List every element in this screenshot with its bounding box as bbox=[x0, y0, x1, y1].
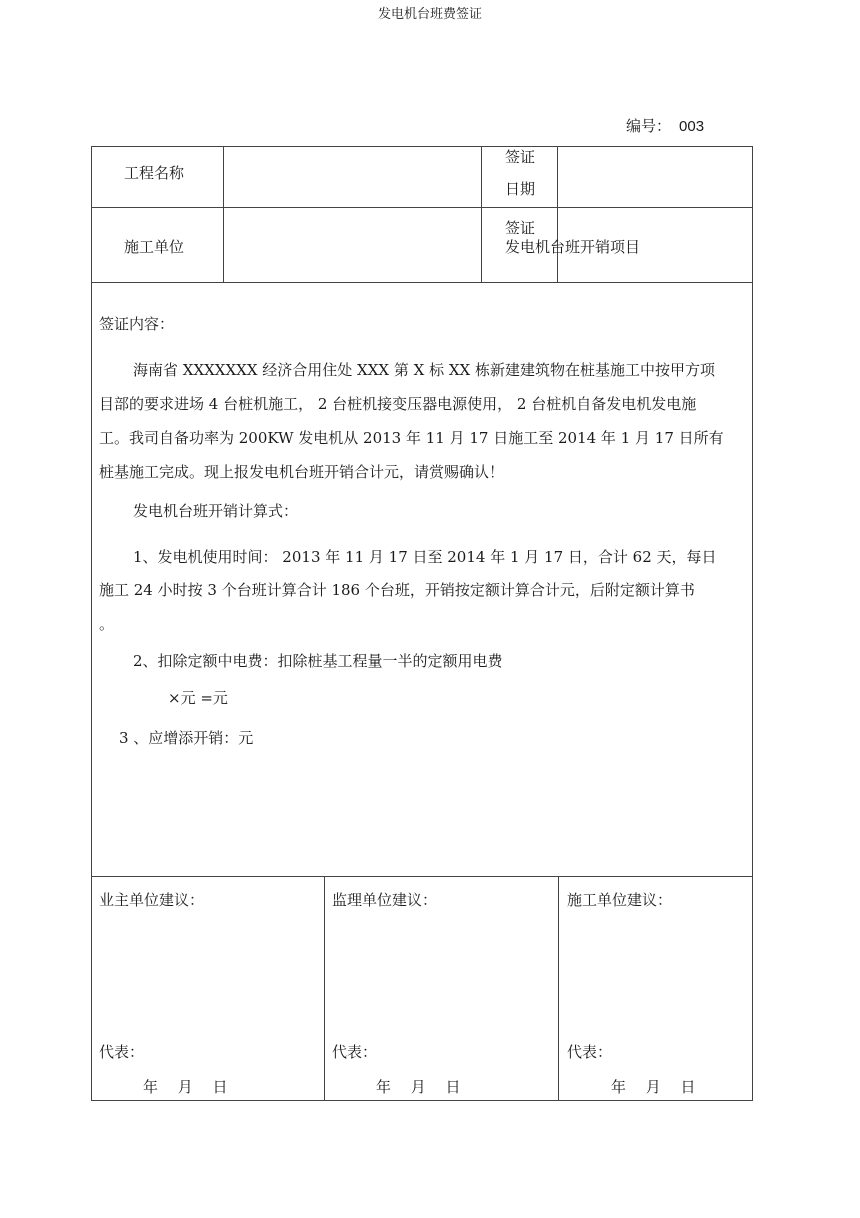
table-border-bottom bbox=[91, 1100, 753, 1101]
construction-unit-label: 施工单位 bbox=[124, 238, 185, 256]
sign-label-1: 签证 bbox=[505, 148, 536, 166]
content-heading: 签证内容： bbox=[99, 315, 175, 333]
document-number-label: 编号： bbox=[626, 117, 672, 135]
owner-opinion-title: 业主单位建议： bbox=[99, 891, 205, 909]
supervisor-rep-label: 代表： bbox=[332, 1043, 378, 1061]
table-col-divider-3 bbox=[557, 146, 558, 282]
document-number bbox=[626, 115, 704, 136]
contractor-rep-label: 代表： bbox=[567, 1043, 613, 1061]
table-border-top bbox=[91, 146, 753, 147]
table-col-divider-1 bbox=[223, 146, 224, 282]
owner-rep-label: 代表： bbox=[99, 1043, 145, 1061]
calc-heading: 发电机台班开销计算式： bbox=[133, 502, 299, 520]
paragraph-1-line-3: 工。我司自备功率为 200KW 发电机从 2013 年 11 月 17 日施工至 2014 年 1 月 17 日所有 bbox=[99, 429, 724, 447]
contractor-opinion-title: 施工单位建议： bbox=[567, 891, 673, 909]
table-row-divider-3 bbox=[91, 876, 753, 877]
item-1-line-3: 。 bbox=[99, 615, 115, 633]
paragraph-1-line-2: 目部的要求进场 4 台桩机施工， 2 台桩机接变压器电源使用， 2 台桩机自备发电机发电施 bbox=[99, 395, 697, 413]
table-col-divider-2 bbox=[481, 146, 482, 282]
table-row-divider-1 bbox=[91, 207, 753, 208]
table-row-divider-2 bbox=[91, 282, 753, 283]
supervisor-opinion-title: 监理单位建议： bbox=[332, 891, 438, 909]
supervisor-date: 年 月 日 bbox=[376, 1078, 461, 1096]
project-name-label: 工程名称 bbox=[124, 164, 185, 182]
opinion-col-divider-1 bbox=[324, 876, 325, 1101]
paragraph-1-line-1: 海南省 XXXXXXX 经济合用住处 XXX 第 X 标 XX 栋新建建筑物在桩基施工中按甲方项 bbox=[133, 361, 715, 379]
sign-item-value: 发电机台班开销项目 bbox=[505, 238, 641, 256]
document-number-value: 003 bbox=[679, 118, 705, 135]
paragraph-1-line-4: 桩基施工完成。现上报发电机台班开销合计元，请赏赐确认！ bbox=[99, 463, 505, 481]
table-border-right bbox=[752, 146, 753, 1101]
owner-date: 年 月 日 bbox=[143, 1078, 228, 1096]
item-3: 3 、应增添开销：元 bbox=[119, 729, 254, 747]
page-header-title: 发电机台班费签证 bbox=[377, 7, 482, 22]
opinion-col-divider-2 bbox=[558, 876, 559, 1101]
contractor-date: 年 月 日 bbox=[611, 1078, 696, 1096]
item-2: 2、扣除定额中电费：扣除桩基工程量一半的定额用电费 bbox=[133, 652, 503, 670]
item-2-formula: ×元 =元 bbox=[168, 689, 228, 707]
table-border-left bbox=[91, 146, 92, 1101]
item-1-line-1: 1、发电机使用时间： 2013 年 11 月 17 日至 2014 年 1 月 17 日，合计 62 天，每日 bbox=[133, 548, 717, 566]
item-1-line-2: 施工 24 小时按 3 个台班计算合计 186 个台班，开销按定额计算合计元，后附定额计算书 bbox=[99, 581, 695, 599]
date-label: 日期 bbox=[505, 180, 536, 198]
sign-label-2: 签证 bbox=[505, 219, 536, 237]
